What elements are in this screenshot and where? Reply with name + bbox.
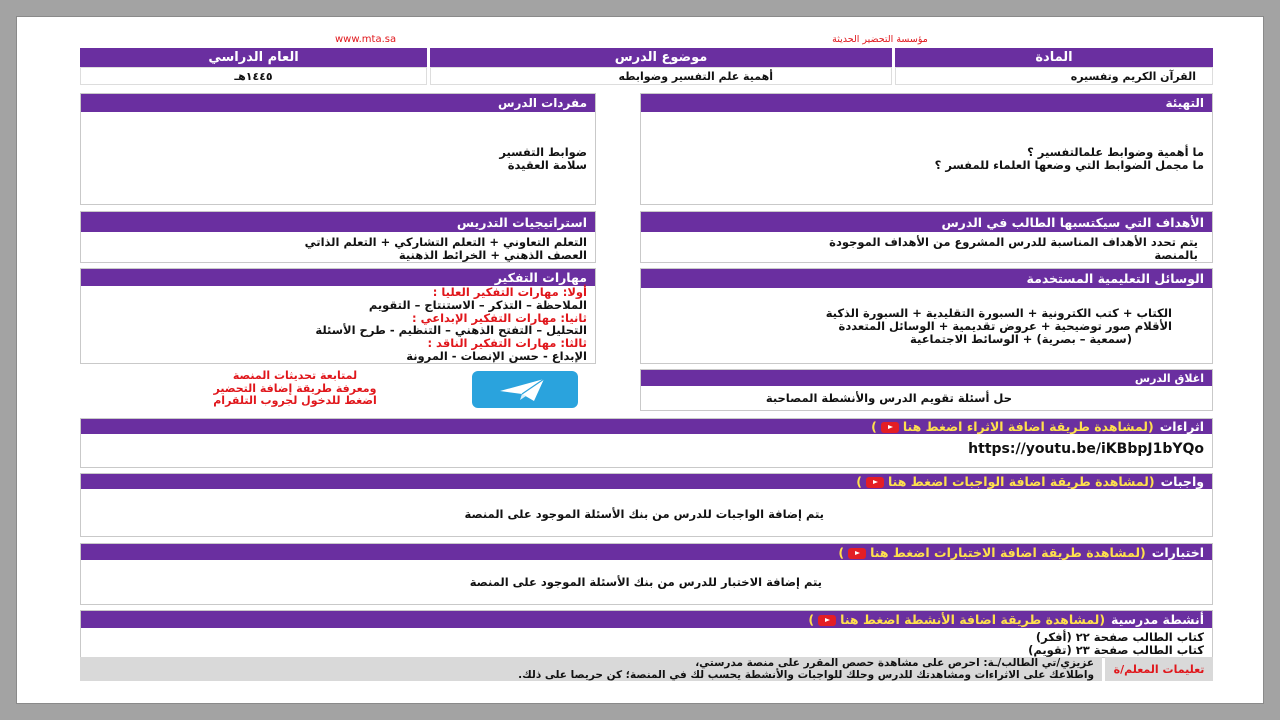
enrichment-url[interactable]: https://youtu.be/iKBbpJ1bYQo: [968, 441, 1204, 457]
activities-header: [81, 611, 1212, 628]
strategies-panel: [80, 211, 596, 263]
closing-title: اغلاق الدرس: [641, 370, 1212, 386]
vocab-title: مفردات الدرس: [81, 94, 595, 112]
activities-link[interactable]: (لمشاهدة طريقة اضافة الأنشطة اضغط هنا): [808, 612, 1106, 627]
telegram-text[interactable]: [160, 370, 430, 408]
subject-cell: [895, 67, 1213, 85]
telegram-line: لمتابعة تحديثات المنصة: [232, 369, 358, 382]
youtube-icon: [866, 477, 884, 488]
tests-header: [81, 544, 1212, 560]
tests-link[interactable]: (لمشاهدة طريقة اضافة الاختبارات اضغط هنا): [838, 544, 1146, 560]
objectives-panel: [640, 211, 1213, 263]
thinking-line: الملاحظة – التذكر – الاستنتاج – التقويم: [368, 297, 587, 312]
tests-title: اختبارات: [1151, 544, 1204, 560]
institution-name: مؤسسة التحضير الحديثة: [832, 34, 928, 45]
topic-header: موضوع الدرس: [430, 48, 892, 67]
thinking-line: ثالثا: مهارات التفكير الناقد :: [427, 336, 587, 351]
topic-value: أهمية علم التفسير وضوابطه: [618, 70, 773, 83]
thinking-title: مهارات التفكير: [81, 269, 595, 286]
telegram-button[interactable]: [472, 371, 578, 408]
enrichment-header: [81, 419, 1212, 434]
vocab-line: ضوابط التفسير: [499, 145, 587, 159]
homework-panel: [80, 473, 1213, 537]
homework-header: [81, 474, 1212, 489]
enrichment-link[interactable]: (لمشاهدة طريقة اضافة الاثراء اضغط هنا): [871, 419, 1154, 434]
tests-text: يتم إضافة الاختبار للدرس من بنك الأسئلة الموجود على المنصة: [469, 575, 822, 589]
vocab-panel: [80, 93, 596, 205]
teacher-line: عزيزي/تي الطالب/ـة: احرص على مشاهدة حصص المقرر على منصة مدرستي،: [695, 657, 1094, 669]
strategies-line: التعلم التعاوني + التعلم التشاركي + التعلم الذاتي: [304, 235, 587, 249]
activities-line: كتاب الطالب صفحة ٢٢ (أفكر): [1035, 630, 1204, 644]
homework-text: يتم إضافة الواجبات للدرس من بنك الأسئلة الموجود على المنصة: [464, 507, 824, 521]
thinking-line: التحليل – التفتح الذهني – التنظيم - طرح الأسئلة: [315, 323, 587, 338]
strategies-line: العصف الذهني + الخرائط الذهنية: [398, 248, 587, 262]
thinking-line: الإبداع - حسن الإنصات - المرونة: [406, 348, 587, 363]
warmup-line: ما مجمل الضوابط التي وضعها العلماء للمفسر ؟: [934, 158, 1204, 172]
thinking-panel: [80, 268, 596, 364]
teacher-label-cell: [1105, 657, 1213, 681]
warmup-title: التهيئة: [641, 94, 1212, 112]
year-header: العام الدراسي: [80, 48, 427, 67]
activities-panel: [80, 610, 1213, 658]
subject-header: المادة: [895, 48, 1213, 67]
activities-title: أنشطة مدرسية: [1111, 612, 1204, 627]
website-url[interactable]: www.mta.sa: [335, 34, 397, 45]
telegram-icon: [472, 371, 578, 408]
year-cell: [80, 67, 427, 85]
tools-line: الكتاب + كتب الكترونية + السبورة التقليدية + السبورة الذكية: [825, 306, 1172, 320]
telegram-line: ومعرفة طريقة إضافة التحضير: [213, 381, 377, 395]
closing-panel: [640, 369, 1213, 411]
enrichment-title: اثراءات: [1159, 419, 1204, 434]
tools-line: (سمعية – بصرية) + الوسائط الاجتماعية: [910, 332, 1132, 346]
tools-panel: [640, 268, 1213, 364]
objectives-line: يتم تحدد الأهداف المناسبة للدرس المشروع من الأهداف الموجودة: [829, 235, 1198, 249]
year-value: ١٤٤٥هـ: [234, 70, 273, 83]
homework-link[interactable]: (لمشاهدة طريقة اضافة الواجبات اضغط هنا): [856, 474, 1155, 489]
tools-title: الوسائل التعليمية المستخدمة: [641, 269, 1212, 288]
youtube-icon: [881, 422, 899, 433]
activities-line: كتاب الطالب صفحة ٢٣ (تقويم): [1028, 643, 1204, 657]
youtube-icon: [818, 615, 836, 626]
tools-line: الأقلام صور توضيحية + عروض تقديمية + الوسائل المتعددة: [838, 319, 1172, 333]
topic-cell: [430, 67, 892, 85]
closing-text: حل أسئلة تقويم الدرس والأنشطة المصاحبة: [765, 391, 1012, 405]
warmup-panel: [640, 93, 1213, 205]
enrichment-panel: [80, 418, 1213, 468]
homework-title: واجبات: [1160, 474, 1204, 489]
subject-value: القرآن الكريم وتفسيره: [1070, 70, 1196, 83]
objectives-line: بالمنصة: [1154, 248, 1198, 262]
tests-panel: [80, 543, 1213, 605]
thinking-line: ثانيا: مهارات التفكير الإبداعي :: [412, 310, 587, 325]
teacher-instructions: [80, 657, 1102, 681]
teacher-label: تعليمات المعلم/ة: [1113, 662, 1205, 676]
warmup-line: ما أهمية وضوابط علمالتفسير ؟: [1027, 145, 1204, 159]
telegram-line: اضغط للدخول لجروب التلقرام: [213, 394, 377, 407]
vocab-line: سلامة العقيدة: [507, 158, 587, 172]
strategies-title: استراتيجيات التدريس: [81, 212, 595, 232]
youtube-icon: [848, 548, 866, 559]
objectives-title: الأهداف التي سيكتسبها الطالب في الدرس: [641, 212, 1212, 232]
thinking-line: أولا: مهارات التفكير العليا :: [432, 285, 587, 299]
teacher-line: واطلاعك على الاثراءات ومشاهدتك للدرس وحلك للواجبات والأنشطة يحسب لك في المنصة؛ كن حريصا على ذلك.: [518, 669, 1094, 681]
